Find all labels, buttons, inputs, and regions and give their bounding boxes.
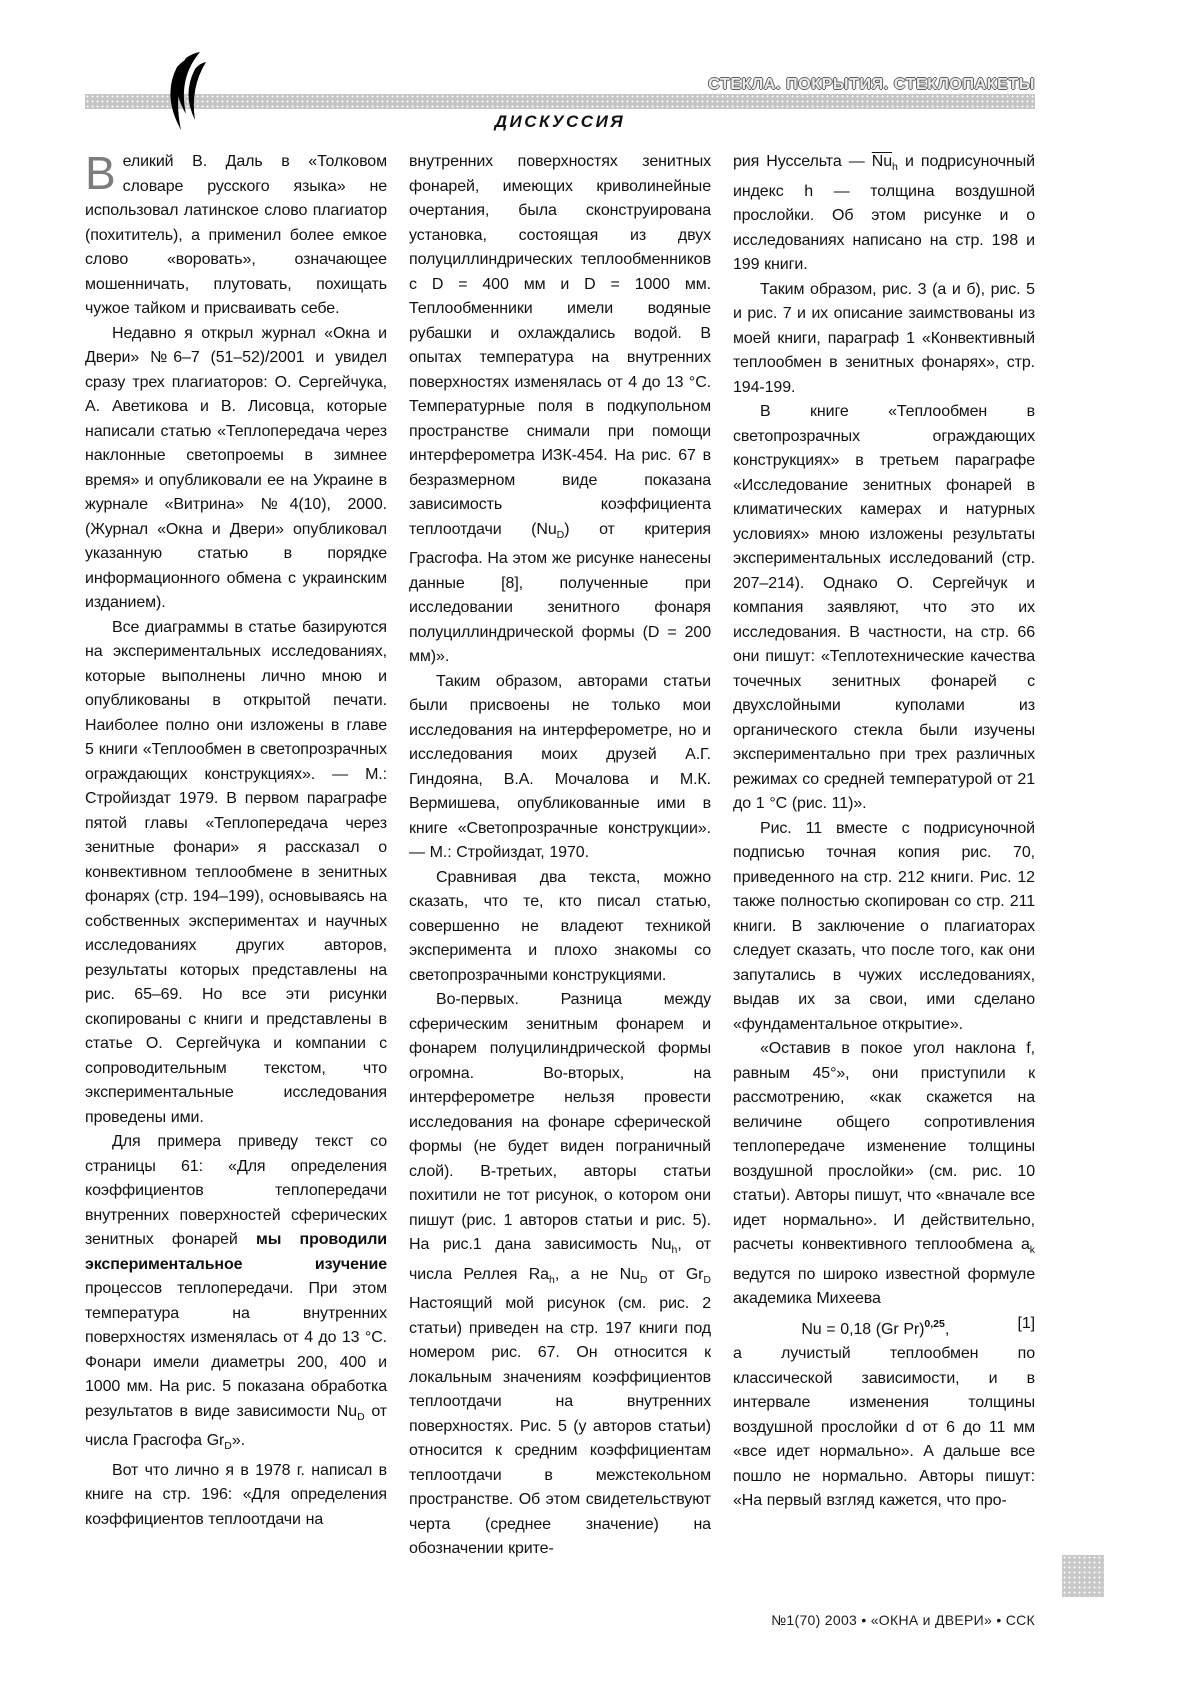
formula-reference: [1]: [1017, 1314, 1035, 1332]
page-title: ДИСКУССИЯ: [494, 112, 626, 131]
paragraph: Вот что лично я в 1978 г. написал в книге на стр. 196: «Для определения коэффициентов теплоотдачи на: [85, 1461, 387, 1528]
paragraph: Великий В. Даль в «Толковом словаре русского языка» не использовал латинское слово плагиатор (похититель), а применил более емкое слово «воровать», означающее мошенничать, плутовать, похищать чужое тайком и присваивать себе.: [85, 147, 387, 317]
formula-body: Nu = 0,18 (Gr Pr)$^{0,25}$,: [801, 1317, 950, 1338]
paragraph: внутренних поверхностях зенитных фонарей, имеющих криволинейные очертания, была сконструирована установка, состоящая из двух полуциллиндрических теплообменников с D = 400 мм и D = 1000 мм. Теплообменники имели водяные рубашки и охлаждались водой. В опытах температура на внутренних поверхностях изменялась от 4 до 13 °С. Температурные поля в подкупольном пространстве снимали при помощи интерферометра ИЗК-454. На рис. 67 в безразмерном виде показана зависимость коэффициента теплоотдачи $(Nu_D)$ от критерия Грасгофа. На этом же рисунке нанесены данные [8], полученные при исследовании зенитного фонаря полуциллиндрической формы (D = 200 мм)».: [409, 153, 711, 665]
article-body: [85, 147, 1036, 1562]
paragraph: Для примера приведу текст со страницы 61: «Для определения коэффициентов теплопередачи внутренних поверхностей сферических зенитных фонарей мы проводили экспериментальное изучение процессов теплопередачи. При этом температура на внутренних поверхностях изменялась от 4 до 13 °С. Фонари имели диаметры 200, 400 и 1000 мм. На рис. 5 показана обработка результатов в виде зависимости $Nu_D$ от числа Грасгофа $Gr_D$».: [85, 1133, 387, 1452]
paragraph: Все диаграммы в статье базируются на экспериментальных исследованиях, которые выполнены лично мною и опубликованы в открытой печати. Наиболее полно они изложены в главе 5 книги «Теплообмен в светопрозрачных ограждающих конструкциях». — М.: Стройиздат 1979. В первом параграфе пятой главы «Теплопередача через зенитные фонари» я рассказал о конвективном теплообмене в зенитных фонарях (стр. 194–199), основываясь на собственных экспериментах и научных исследованиях других авторов, результаты которых представлены на рис. 65–69. Но все эти рисунки скопированы с книги и представлены в статье О. Сергейчука и компании с сопроводительным текстом, что экспериментальные исследования проведены ими.: [85, 618, 387, 1126]
paragraph: В книге «Теплообмен в светопрозрачных ограждающих конструкциях» в третьем параграфе «Исследование зенитных фонарей в климатических камерах и натурных условиях» мною изложены результаты экспериментальных исследований (стр. 207–214). Однако О. Сергейчук и компания заявляют, что это их исследования. В частности, на стр. 66 они пишут: «Теплотехнические качества точечных зенитных фонарей с двухслойными куполами из органического стекла были изучены экспериментально при трех различных режимах со средней температурой от 21 до 1 °С (рис. 11)».: [733, 403, 1036, 812]
article-column-1: [85, 147, 387, 1562]
header-divider-band: [85, 94, 1035, 109]
paragraph: Во-первых. Разница между сферическим зенитным фонарем и фонарем полуцилиндрической формы огромна. Во-вторых, на интерферометре нельзя провести исследования на фонаре сферической формы (не будет виден пограничный слой). В-третьих, авторы статьи похитили не тот рисунок, о котором они пишут (рис. 1 авторов статьи и рис. 5). На рис.1 дана зависимость $Nu_h$, от числа Реллея $Ra_h$, а не $Nu_D$ от $Gr_D$ Настоящий мой рисунок (см. рис. 2 статьи) приведен на стр. 197 книги под номером рис. 67. Он относится к локальным значениям коэффициентов теплоотдачи на внутренних поверхностях. Рис. 5 (у авторов статьи) относится к средним коэффициентам теплоотдачи в межстекольном пространстве. Об этом свидетельствуют черта (среднее значение) на обозначении крите-: [409, 991, 711, 1557]
paragraph: рия Нуссельта — $\overline{Nu}_h$ и подрисуночный индекс h — толщина воздушной прослойки. Об этом рисунке и о исследованиях написано на стр. 198 и 199 книги.: [733, 153, 1035, 273]
article-column-2: [409, 150, 711, 1562]
paragraph: Рис. 11 вместе с подрисуночной подписью точная копия рис. 70, приведенного на стр. 212 книги. Рис. 12 также полностью скопирован со стр. 211 книги. В заключение о плагиаторах следует сказать, что после того, как они запутались в чужих исследованиях, выдав их за свои, ими сделано «фундаментальное открытие».: [733, 819, 1035, 1033]
paragraph: Таким образом, авторами статьи были присвоены не только мои исследования на интерферометре, но и исследования моих друзей А.Г. Гиндояна, В.А. Мочалова и М.К. Вермишева, опубликованные ими в книге «Светопрозрачные конструкции». — М.: Стройиздат, 1970.: [409, 672, 711, 861]
formula-line: [733, 1312, 1035, 1343]
section-kicker: СТЕКЛА. ПОКРЫТИЯ. СТЕКЛОПАКЕТЫ: [708, 76, 1035, 93]
page-footer: №1(70) 2003 • «ОКНА и ДВЕРИ» • ССК: [771, 1612, 1035, 1628]
paragraph: «Оставив в покое угол наклона f, равным 45°», они приступили к рассмотрению, «как скажется на величине общего сопротивления теплопередаче изменение толщины воздушной прослойки» (см. рис. 10 статьи). Авторы пишут, что «вначале все идет нормально». И действительно, расчеты конвективного теплообмена $а_k$ ведутся по широко известной формуле академика Михеева: [733, 1040, 1035, 1307]
corner-decoration: [1062, 1555, 1104, 1597]
drop-cap: В: [85, 147, 116, 199]
paragraph: Таким образом, рис. 3 (а и б), рис. 5 и рис. 7 и их описание заимствованы из моей книги, параграф 1 «Конвективный теплообмен в зенитных фонарях», стр. 194-199.: [733, 280, 1035, 396]
paragraph: а лучистый теплообмен по классической зависимости, и в интервале изменения толщины воздушной прослойки d от 6 до 11 мм «все идет нормально». А дальше все пошло не нормально. Авторы пишут: «На первый взгляд кажется, что про-: [733, 1345, 1035, 1509]
paragraph: Сравнивая два текста, можно сказать, что те, кто писал статью, совершенно не владеют техникой эксперимента и плохо знакомы со светопрозрачными конструкциями.: [409, 868, 711, 984]
article-column-3: [733, 150, 1035, 1562]
paragraph: Недавно я открыл журнал «Окна и Двери» №6–7 (51–52)/2001 и увидел сразу трех плагиаторов: О. Сергейчука, А. Аветикова и В. Лисовца, которые написали статью «Теплопередача через наклонные светопроемы в зимнее время» и опубликовали ее на Украине в журнале «Витрина» №4(10), 2000. (Журнал «Окна и Двери» опубликовал указанную статью в порядке информационного обмена с украинским изданием).: [85, 324, 387, 611]
